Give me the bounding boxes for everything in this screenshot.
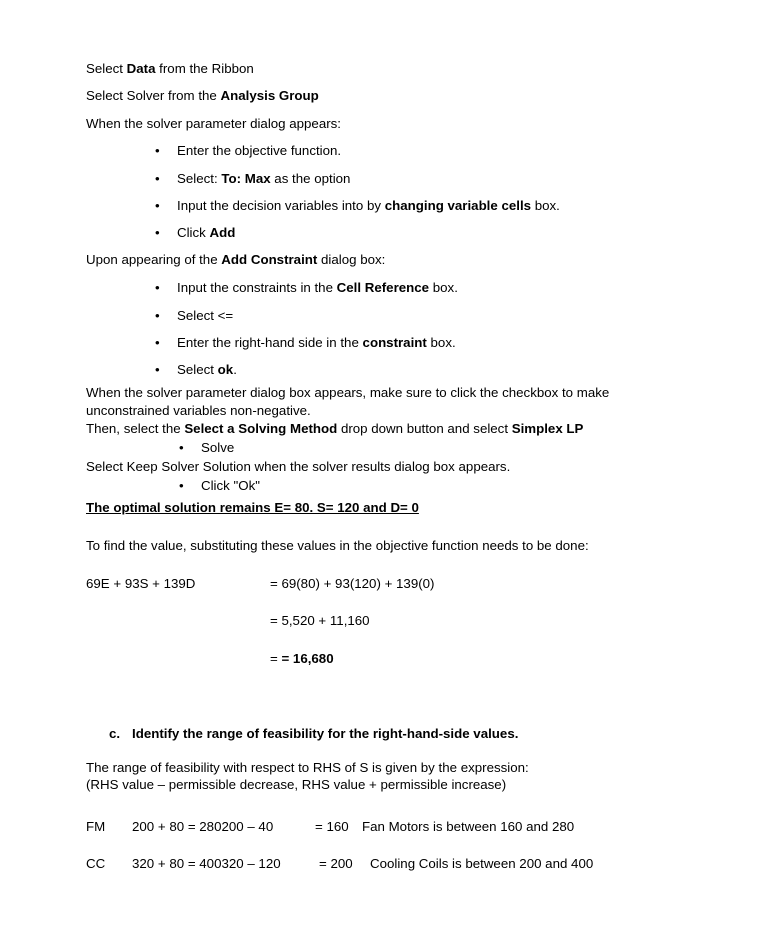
calc-step-2: = 5,520 + 11,160 (270, 613, 370, 628)
step-dialog-appears: When the solver parameter dialog appears: (86, 116, 341, 131)
step-keep-solution: Select Keep Solver Solution when the solver results dialog box appears. (86, 459, 511, 474)
cc-code: CC (86, 856, 106, 871)
step-checkbox-note-1: When the solver parameter dialog box appears, make sure to click the checkbox to make (86, 385, 610, 400)
fm-code: FM (86, 819, 106, 834)
objective-expression: 69E + 93S + 139D (86, 576, 196, 591)
fm-desc: Fan Motors is between 160 and 280 (362, 819, 575, 834)
calc-step-1: = 69(80) + 93(120) + 139(0) (270, 576, 435, 591)
cc-calc: 320 + 80 = 400320 – 120 (132, 856, 281, 871)
part-c-heading: Identify the range of feasibility for the right-hand-side values. (132, 726, 519, 741)
cc-desc: Cooling Coils is between 200 and 400 (370, 856, 594, 871)
range-text-2: (RHS value – permissible decrease, RHS value + permissible increase) (86, 777, 507, 792)
step-select-solver: Select Solver from the Analysis Group (86, 88, 319, 103)
find-value-text: To find the value, substituting these values in the objective function needs to be done: (86, 538, 589, 553)
fm-eq: = 160 (315, 819, 349, 834)
step-select-data: Select Data from the Ribbon (86, 61, 254, 76)
step-checkbox-note-2: unconstrained variables non-negative. (86, 403, 311, 418)
part-c-label: c. (109, 726, 121, 741)
optimal-solution: The optimal solution remains E= 80. S= 120 and D= 0 (86, 500, 419, 515)
range-text-1: The range of feasibility with respect to RHS of S is given by the expression: (86, 760, 529, 775)
step-solving-method: Then, select the Select a Solving Method drop down button and select Simplex LP (86, 421, 584, 436)
calc-result: = = 16,680 (270, 651, 334, 666)
step-add-constraint: Upon appearing of the Add Constraint dialog box: (86, 252, 386, 267)
cc-eq: = 200 (319, 856, 353, 871)
fm-calc: 200 + 80 = 280200 – 40 (132, 819, 274, 834)
